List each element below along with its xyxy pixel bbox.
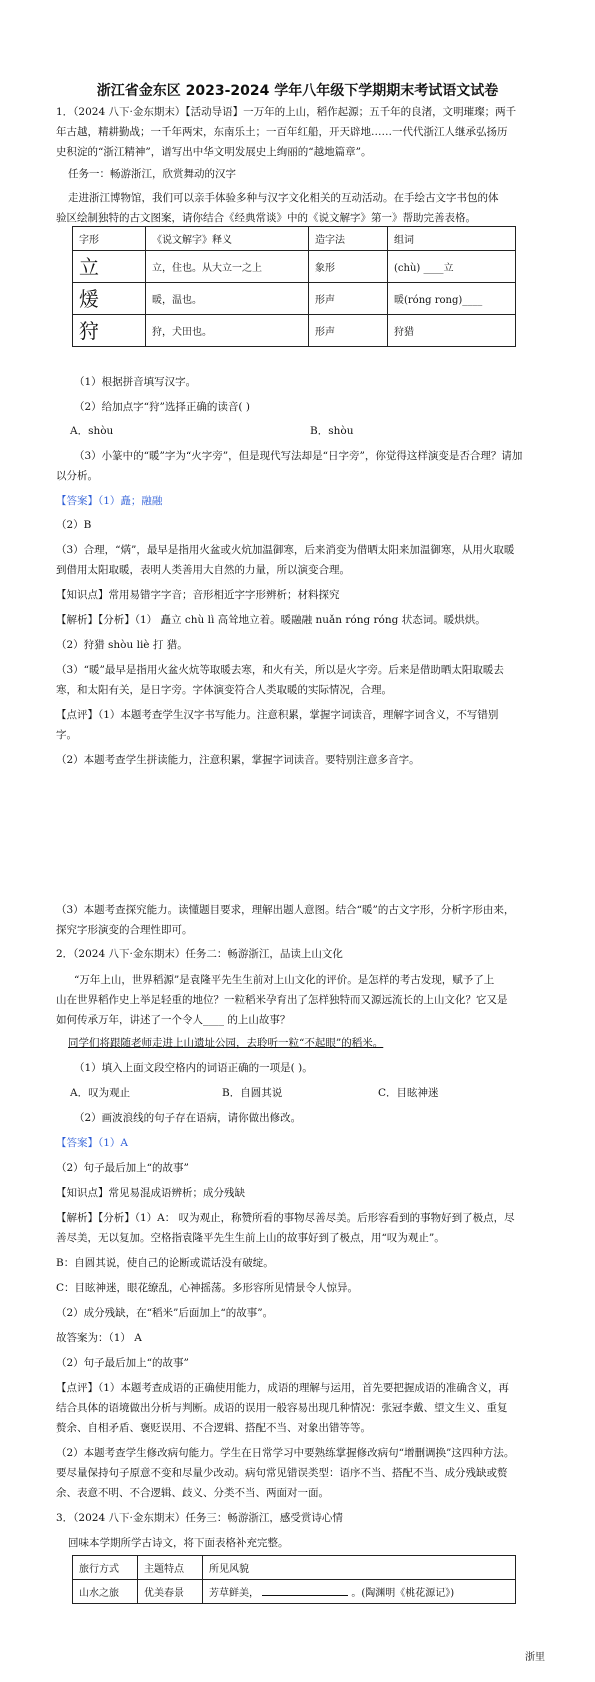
subquestion: （1）填入上面文段空格内的词语正确的一项是( )。 [74, 1062, 313, 1074]
table-cell: (chù) ____立 [388, 251, 516, 283]
analysis-line: （2）成分残缺，在“稻米”后面加上“的故事”。 [56, 1307, 274, 1319]
q1-line: 验区绘制独特的古文图案，请你结合《经典常谈》中的《说文解字》第一》帮助完善表格。 [56, 212, 476, 224]
q1-line: 走进浙江博物馆，我们可以亲手体验多种与汉字文化相关的互动活动。在手绘古文字书包的体 [68, 192, 499, 204]
analysis-line: （2）句子最后加上“的故事” [56, 1357, 189, 1369]
analysis-line: B：自圆其说，使自己的论断或谎话没有破绽。 [56, 1257, 274, 1269]
table-cell: 形声 [309, 315, 388, 347]
q3-table [72, 1555, 516, 1604]
table-header: 《说文解字》释义 [146, 227, 309, 251]
seal-glyph: 狩 [73, 315, 146, 347]
comment-line: 【点评】（1）本题考查学生汉字书写能力。注意积累，掌握字词读音，理解字词含义，不写错别 [56, 709, 499, 721]
analysis-line: 寒，和太阳有关，是日字旁。字体演变符合人类取暖的实际情况，合理。 [56, 684, 392, 696]
option-c: C．目眩神迷 [378, 1087, 439, 1099]
subquestion: （1）根据拼音填写汉字。 [74, 376, 197, 388]
analysis-line: （3）“暖”最早是指用火盆火炕等取暖去寒，和火有关，所以是火字旁。后来是借助晒太阳取暖去 [56, 664, 504, 676]
q2-line: 2．（2024 八下·金东期末）任务二：畅游浙江，品读上山文化 [56, 948, 343, 960]
comment-line: 结合具体的语境做出分析与判断。成语的误用一般容易出现几种情况：张冠李戴、望文生义、重复 [56, 1402, 508, 1414]
q3-line: 回味本学期所学古诗文，将下面表格补充完整。 [68, 1537, 289, 1549]
subquestion: 以分析。 [56, 470, 98, 482]
table-cell: 暖，温也。 [146, 283, 309, 315]
page-footer: 浙里 [525, 1652, 545, 1663]
table-cell: 象形 [309, 251, 388, 283]
table-header: 字形 [73, 227, 146, 251]
table-header: 组词 [388, 227, 516, 251]
wavy-sentence: 同学们将跟随老师走进上山遗址公园，去聆听一粒“不起眼”的稻米。 [68, 1037, 384, 1049]
q1-line: 年古越，精耕勤战；一千年两宋，东南乐土；一百年红船，开天辟地……一代代浙江人继承弘扬历 [56, 126, 508, 138]
table-cell: 狩，犬田也。 [146, 315, 309, 347]
comment-line: （2）本题考查学生修改病句能力。学生在日常学习中要熟练掌握修改病句“增删调换”这四种方法。 [56, 1447, 515, 1459]
q1-line: 史积淀的“浙江精神”，谱写出中华文明发展史上绚丽的“越地篇章”。 [56, 146, 372, 158]
table-cell: 立，住也。从大立一之上 [146, 251, 309, 283]
answer-line: 【答案】（1）矗；融融 [56, 495, 163, 507]
document-title: 浙江省金东区 2023-2024 学年八年级下学期期末考试语文试卷 [96, 83, 499, 99]
comment-line: 字。 [56, 729, 77, 741]
comment-line: 赘余、自相矛盾、褒贬误用、不合逻辑、搭配不当、对象出错等等。 [56, 1422, 371, 1434]
cell-text: 。(陶渊明《桃花源记》) [351, 1588, 455, 1599]
knowledge-point: 【知识点】常见易混成语辨析；成分残缺 [56, 1187, 245, 1199]
answer-line: （2）B [56, 519, 92, 531]
option-b: B．shòu [310, 425, 354, 437]
table-cell: 优美春景 [138, 1580, 203, 1604]
answer-line: （2）句子最后加上“的故事” [56, 1162, 189, 1174]
cell-text: 芳草鲜美， [209, 1588, 259, 1599]
q3-line: 3．（2024 八下·金东期末）任务三：畅游浙江，感受赏诗心情 [56, 1512, 343, 1524]
comment-line: 余、表意不明、不合逻辑、歧义、分类不当、两面对一面。 [56, 1487, 329, 1499]
q2-line: “万年上山，世界稻源”是袁隆平先生生前对上山文化的评价。是怎样的考古发现，赋予了上 [74, 974, 495, 986]
table-cell: 狩猎 [388, 315, 516, 347]
table-header: 造字法 [309, 227, 388, 251]
table-cell [203, 1580, 516, 1604]
table-cell: 形声 [309, 283, 388, 315]
comment-line: 要尽量保持句子原意不变和尽量少改动。病句常见错误类型：语序不当、搭配不当、成分残缺或赘 [56, 1467, 508, 1479]
analysis-line: 故答案为：（1） A [56, 1332, 142, 1344]
subquestion: （2）画波浪线的句子存在语病，请你做出修改。 [74, 1112, 302, 1124]
subquestion: （3）小篆中的“暖”字为“火字旁”，但是现代写法却是“日字旁”，你觉得这样演变是否合理？请加 [74, 450, 523, 462]
analysis-line: 【解析】【分析】（1） 矗立 chù lì 高耸地立着。暖融融 nuǎn róng róng 状态词。暖烘烘。 [56, 614, 486, 626]
option-a: A．shòu [70, 425, 114, 437]
q2-line: 山在世界稻作史上举足轻重的地位？一粒稻米孕育出了怎样独特而又源远流长的上山文化？它又是 [56, 994, 508, 1006]
table-header: 所见风貌 [203, 1556, 516, 1580]
table-header: 主题特点 [138, 1556, 203, 1580]
seal-glyph: 立 [73, 251, 146, 283]
answer-line: （3）合理，“焫”，最早是指用火盆或火炕加温御寒，后来消变为借晒太阳来加温御寒，从用火取暖 [56, 544, 515, 556]
q2-line: 如何传承万年，讲述了一个令人____ 的上山故事？ [56, 1014, 291, 1026]
table-cell: 山水之旅 [73, 1580, 138, 1604]
answer-line: 到借用太阳取暖，表明人类善用大自然的力量，所以演变合理。 [56, 564, 350, 576]
seal-glyph: 煖 [73, 283, 146, 315]
table-cell: 暖(róng rong)____ [388, 283, 516, 315]
option-a: A．叹为观止 [70, 1087, 131, 1099]
answer-blank[interactable] [262, 1585, 348, 1596]
analysis-line: 善尽美，无以复加。空格指袁隆平先生生前上山的故事好到了极点，用“叹为观止”。 [56, 1232, 445, 1244]
comment-line: 探究字形演变的合理性即可。 [56, 924, 193, 936]
analysis-line: 【解析】【分析】（1）A： 叹为观止，称赞所看的事物尽善尽美。后形容看到的事物好到了极点，尽 [56, 1212, 515, 1224]
comment-line: 【点评】（1）本题考查成语的正确使用能力，成语的理解与运用，首先要把握成语的准确含义，再 [56, 1382, 509, 1394]
answer-line: 【答案】（1）A [56, 1137, 129, 1149]
analysis-line: （2）狩猎 shòu liè 打 猎。 [56, 639, 188, 651]
q1-task: 任务一：畅游浙江，欣赏舞动的汉字 [68, 168, 236, 180]
q1-table [72, 226, 516, 347]
q1-line: 1．（2024 八下·金东期末）【活动导语】一万年的上山，稻作起源；五千年的良渚，文明璀璨；两千 [56, 106, 517, 118]
subquestion: （2）给加点字“狩”选择正确的读音( ) [74, 401, 250, 413]
comment-line: （3）本题考查探究能力。读懂题目要求，理解出题人意图。结合“暖”的古文字形，分析字形由来， [56, 904, 515, 916]
knowledge-point: 【知识点】常用易错字字音；音形相近字字形辨析；材料探究 [56, 589, 340, 601]
table-header: 旅行方式 [73, 1556, 138, 1580]
option-b: B．自圆其说 [222, 1087, 283, 1099]
analysis-line: C：目眩神迷，眼花缭乱，心神摇荡。多形容所见情景令人惊异。 [56, 1282, 359, 1294]
comment-line: （2）本题考查学生拼读能力，注意积累，掌握字词读音。要特别注意多音字。 [56, 754, 420, 766]
